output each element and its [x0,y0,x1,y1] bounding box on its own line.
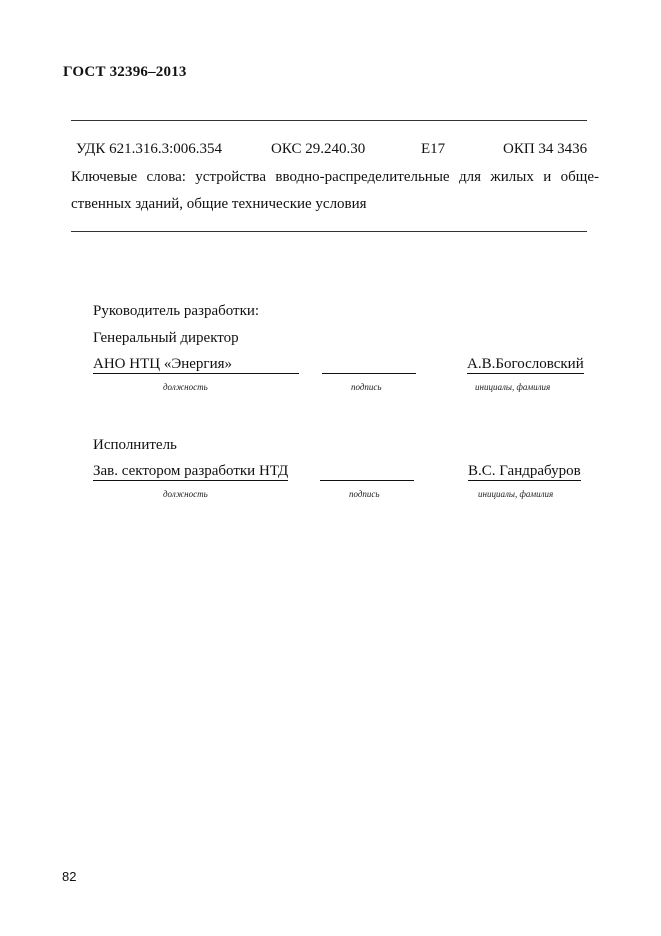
developer-caption-position: должность [163,382,208,392]
executor-position-field [93,463,288,481]
developer-role: Генеральный директор [93,330,239,346]
developer-caption-signature: подпись [351,382,382,392]
page-number: 82 [62,869,77,884]
developer-name: А.В.Богословский [467,356,584,372]
document-header-title: ГОСТ 32396–2013 [63,64,187,80]
executor-heading: Исполнитель [93,437,177,453]
keywords-line-2: ственных зданий, общие технические условия [71,196,367,212]
top-rule [71,120,587,121]
developer-name-field [467,356,584,374]
executor-signature-line [320,480,414,481]
executor-caption-name: инициалы, фамилия [478,489,554,499]
okp-code: ОКП 34 3436 [503,141,588,157]
executor-caption-signature: подпись [349,489,380,499]
developer-position-field [93,356,299,374]
oks-code: ОКС 29.240.30 [271,141,366,157]
e-code: Е17 [421,141,446,157]
bottom-rule [71,231,587,232]
executor-name-field [468,463,581,481]
executor-position: Зав. сектором разработки НТД [93,463,289,479]
keywords-line-1: Ключевые слова: устройства вводно-распределительные для жилых и обще- [71,169,599,185]
udk-code: УДК 621.316.3:006.354 [76,141,223,157]
developer-signature-line [322,373,416,374]
executor-caption-position: должность [163,489,208,499]
developer-caption-name: инициалы, фамилия [475,382,551,392]
developer-heading: Руководитель разработки: [93,303,260,319]
developer-position: АНО НТЦ «Энергия» [93,356,299,374]
executor-name: В.С. Гандрабуров [468,463,581,479]
